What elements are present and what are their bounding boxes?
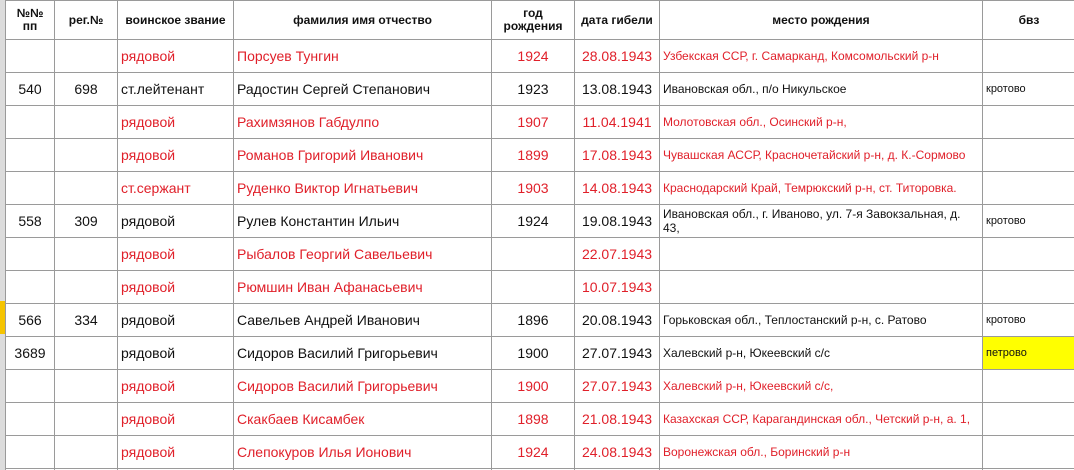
cell-bvz[interactable] <box>983 40 1074 73</box>
cell-bvz[interactable]: кротово <box>983 304 1074 337</box>
cell-death-date[interactable]: 17.08.1943 <box>575 139 660 172</box>
cell-death-date[interactable]: 27.07.1943 <box>575 337 660 370</box>
cell-reg[interactable] <box>55 271 118 304</box>
table-row <box>6 73 1074 106</box>
cell-rank[interactable]: рядовой <box>118 337 234 370</box>
header-rank[interactable]: воинское звание <box>118 1 234 40</box>
cell-rank[interactable]: ст.лейтенант <box>118 73 234 106</box>
cell-num[interactable] <box>6 370 55 403</box>
cell-birthplace[interactable] <box>660 271 983 304</box>
cell-name[interactable]: Сидоров Василий Григорьевич <box>234 370 492 403</box>
cell-year[interactable]: 1924 <box>492 436 575 469</box>
table-row <box>6 370 1074 403</box>
cell-reg[interactable] <box>55 40 118 73</box>
cell-birthplace[interactable]: Ивановская обл., г. Иваново, ул. 7-я Завокзальная, д. 43, <box>660 205 983 238</box>
cell-name[interactable]: Рыбалов Георгий Савельевич <box>234 238 492 271</box>
table-row <box>6 205 1074 238</box>
cell-bvz[interactable] <box>983 271 1074 304</box>
cell-num[interactable] <box>6 238 55 271</box>
cell-death-date[interactable]: 28.08.1943 <box>575 40 660 73</box>
header-birthplace[interactable]: место рождения <box>660 1 983 40</box>
cell-rank[interactable]: рядовой <box>118 436 234 469</box>
cell-death-date[interactable]: 24.08.1943 <box>575 436 660 469</box>
cell-birthplace[interactable]: Ивановская обл., п/о Никульское <box>660 73 983 106</box>
cell-num[interactable]: 3689 <box>6 337 55 370</box>
cell-rank[interactable]: рядовой <box>118 40 234 73</box>
cell-bvz[interactable]: кротово <box>983 73 1074 106</box>
cell-name[interactable]: Слепокуров Илья Ионович <box>234 436 492 469</box>
cell-year[interactable]: 1899 <box>492 139 575 172</box>
table-row <box>6 106 1074 139</box>
cell-name[interactable]: Радостин Сергей Степанович <box>234 73 492 106</box>
cell-reg[interactable] <box>55 403 118 436</box>
cell-birthplace[interactable]: Краснодарский Край, Темрюкский р-н, ст. Титоровка. <box>660 172 983 205</box>
cell-name[interactable]: Рюмшин Иван Афанасьевич <box>234 271 492 304</box>
cell-num[interactable]: 540 <box>6 73 55 106</box>
table-row <box>6 271 1074 304</box>
cell-rank[interactable]: рядовой <box>118 238 234 271</box>
header-reg[interactable]: рег.№ <box>55 1 118 40</box>
cell-num[interactable] <box>6 139 55 172</box>
cell-rank[interactable]: рядовой <box>118 106 234 139</box>
table-row <box>6 40 1074 73</box>
cell-reg[interactable]: 698 <box>55 73 118 106</box>
cell-bvz[interactable]: петрово <box>983 337 1074 370</box>
header-row <box>6 1 1074 40</box>
cell-birthplace[interactable]: Казахская ССР, Карагандинская обл., Четский р-н, а. 1, <box>660 403 983 436</box>
cell-death-date[interactable]: 19.08.1943 <box>575 205 660 238</box>
cell-year[interactable]: 1896 <box>492 304 575 337</box>
cell-birthplace[interactable]: Горьковская обл., Теплостанский р-н, с. Ратово <box>660 304 983 337</box>
data-table <box>5 0 1074 470</box>
table-row <box>6 337 1074 370</box>
cell-year[interactable]: 1898 <box>492 403 575 436</box>
header-year[interactable]: год рождения <box>492 1 575 40</box>
table-row <box>6 139 1074 172</box>
cell-rank[interactable]: рядовой <box>118 304 234 337</box>
cell-birthplace[interactable]: Молотовская обл., Осинский р-н, <box>660 106 983 139</box>
cell-bvz[interactable] <box>983 172 1074 205</box>
cell-reg[interactable] <box>55 172 118 205</box>
cell-year[interactable]: 1900 <box>492 337 575 370</box>
header-num[interactable]: №№ пп <box>6 1 55 40</box>
cell-bvz[interactable] <box>983 106 1074 139</box>
cell-year[interactable]: 1924 <box>492 40 575 73</box>
cell-num[interactable]: 566 <box>6 304 55 337</box>
cell-death-date[interactable]: 20.08.1943 <box>575 304 660 337</box>
cell-year[interactable]: 1903 <box>492 172 575 205</box>
cell-death-date[interactable]: 10.07.1943 <box>575 271 660 304</box>
cell-death-date[interactable]: 27.07.1943 <box>575 370 660 403</box>
cell-birthplace[interactable]: Чувашская АССР, Красночетайский р-н, д. К.-Сормово <box>660 139 983 172</box>
cell-name[interactable]: Порсуев Тунгин <box>234 40 492 73</box>
cell-rank[interactable]: рядовой <box>118 271 234 304</box>
cell-year[interactable] <box>492 238 575 271</box>
cell-bvz[interactable] <box>983 139 1074 172</box>
cell-birthplace[interactable]: Воронежская обл., Боринский р-н <box>660 436 983 469</box>
cell-reg[interactable]: 309 <box>55 205 118 238</box>
cell-num[interactable] <box>6 40 55 73</box>
cell-year[interactable]: 1900 <box>492 370 575 403</box>
cell-bvz[interactable] <box>983 403 1074 436</box>
cell-name[interactable]: Рахимзянов Габдулпо <box>234 106 492 139</box>
cell-death-date[interactable]: 14.08.1943 <box>575 172 660 205</box>
cell-name[interactable]: Скакбаев Кисамбек <box>234 403 492 436</box>
cell-reg[interactable] <box>55 370 118 403</box>
cell-rank[interactable]: ст.сержант <box>118 172 234 205</box>
cell-rank[interactable]: рядовой <box>118 205 234 238</box>
table-row <box>6 436 1074 469</box>
header-bvz[interactable]: бвз <box>983 1 1074 40</box>
cell-reg[interactable] <box>55 139 118 172</box>
cell-rank[interactable]: рядовой <box>118 370 234 403</box>
table-row <box>6 304 1074 337</box>
cell-num[interactable] <box>6 436 55 469</box>
cell-num[interactable] <box>6 106 55 139</box>
header-name[interactable]: фамилия имя отчество <box>234 1 492 40</box>
cell-num[interactable]: 558 <box>6 205 55 238</box>
cell-name[interactable]: Рулев Константин Ильич <box>234 205 492 238</box>
cell-reg[interactable] <box>55 106 118 139</box>
cell-bvz[interactable] <box>983 238 1074 271</box>
header-death-date[interactable]: дата гибели <box>575 1 660 40</box>
table-row <box>6 403 1074 436</box>
cell-bvz[interactable] <box>983 436 1074 469</box>
cell-bvz[interactable] <box>983 370 1074 403</box>
cell-rank[interactable]: рядовой <box>118 139 234 172</box>
cell-num[interactable] <box>6 271 55 304</box>
cell-death-date[interactable]: 13.08.1943 <box>575 73 660 106</box>
cell-year[interactable] <box>492 271 575 304</box>
cell-name[interactable]: Романов Григорий Иванович <box>234 139 492 172</box>
cell-birthplace[interactable]: Халевский р-н, Юкеевский с/с <box>660 337 983 370</box>
cell-year[interactable]: 1923 <box>492 73 575 106</box>
cell-death-date[interactable]: 21.08.1943 <box>575 403 660 436</box>
cell-rank[interactable]: рядовой <box>118 403 234 436</box>
cell-name[interactable]: Руденко Виктор Игнатьевич <box>234 172 492 205</box>
cell-death-date[interactable]: 11.04.1941 <box>575 106 660 139</box>
cell-bvz[interactable]: кротово <box>983 205 1074 238</box>
cell-year[interactable]: 1907 <box>492 106 575 139</box>
table-row <box>6 238 1074 271</box>
cell-reg[interactable] <box>55 436 118 469</box>
cell-reg[interactable] <box>55 238 118 271</box>
cell-birthplace[interactable] <box>660 238 983 271</box>
cell-name[interactable]: Сидоров Василий Григорьевич <box>234 337 492 370</box>
cell-year[interactable]: 1924 <box>492 205 575 238</box>
cell-death-date[interactable]: 22.07.1943 <box>575 238 660 271</box>
cell-birthplace[interactable]: Халевский р-н, Юкеевский с/с, <box>660 370 983 403</box>
cell-birthplace[interactable]: Узбекская ССР, г. Самарканд, Комсомольский р-н <box>660 40 983 73</box>
cell-num[interactable] <box>6 403 55 436</box>
cell-name[interactable]: Савельев Андрей Иванович <box>234 304 492 337</box>
cell-reg[interactable]: 334 <box>55 304 118 337</box>
cell-reg[interactable] <box>55 337 118 370</box>
cell-num[interactable] <box>6 172 55 205</box>
table-row <box>6 172 1074 205</box>
